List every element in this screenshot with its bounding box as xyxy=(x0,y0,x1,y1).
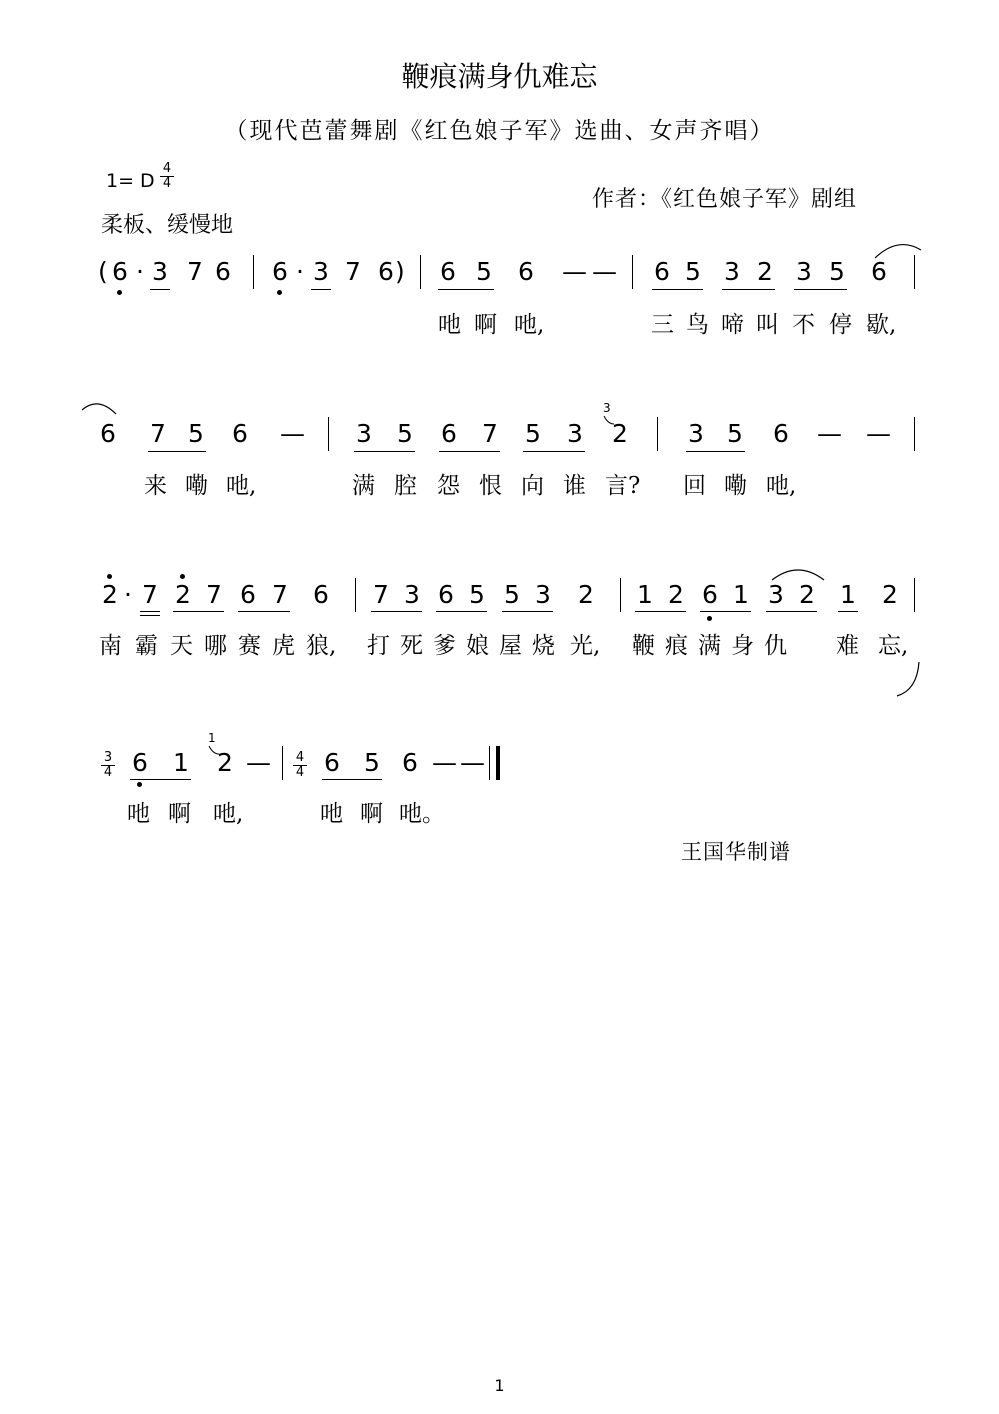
paren-open: ( xyxy=(98,257,108,286)
lyric: 嘞 xyxy=(185,473,208,499)
final-barline xyxy=(496,746,500,780)
note: 2 xyxy=(882,580,898,609)
dash: — xyxy=(866,419,891,448)
lyric: 吔, xyxy=(514,312,545,338)
lyric: 死 xyxy=(400,633,423,659)
lyric: 谁 xyxy=(563,473,586,499)
lyric: 来 xyxy=(144,473,167,499)
underline xyxy=(652,289,703,290)
underline xyxy=(311,289,331,290)
underline xyxy=(523,451,585,452)
note: 1 xyxy=(733,580,749,609)
transcriber-credit: 王国华制谱 xyxy=(681,840,791,864)
note: 6 xyxy=(438,580,454,609)
high-octave-dot xyxy=(107,574,112,579)
note: 2 xyxy=(668,580,684,609)
barline xyxy=(620,578,621,612)
lyric: 仇 xyxy=(764,633,787,659)
lyric: 吔 xyxy=(438,312,461,338)
underline xyxy=(238,611,290,612)
note: 2 xyxy=(799,580,815,609)
lyric: 身 xyxy=(731,633,754,659)
note: 3 xyxy=(313,257,329,286)
underline xyxy=(130,779,191,780)
note: 1 xyxy=(840,580,856,609)
tie-arc xyxy=(80,400,120,418)
time-sig-bottom: 4 xyxy=(295,765,305,780)
note: 7 xyxy=(272,580,288,609)
note: 6 xyxy=(240,580,256,609)
note: 7 xyxy=(150,419,166,448)
underline xyxy=(502,611,553,612)
underline xyxy=(436,611,487,612)
note: 3 xyxy=(567,419,583,448)
dash: — xyxy=(460,748,485,777)
lyric: 啊 xyxy=(360,801,383,827)
lyric: 狼, xyxy=(306,633,337,659)
lyric: 吔, xyxy=(213,801,244,827)
lyric: 三 xyxy=(651,312,674,338)
note: 3 xyxy=(768,580,784,609)
underline xyxy=(794,289,847,290)
lyric: 南 xyxy=(99,633,122,659)
barline xyxy=(420,255,421,289)
high-octave-dot xyxy=(180,574,185,579)
note: 3 xyxy=(152,257,168,286)
lyric: 停 xyxy=(829,312,852,338)
underline-2 xyxy=(140,615,160,616)
barline xyxy=(914,578,915,612)
lyric: 吔 xyxy=(127,801,150,827)
note: 3 xyxy=(404,580,420,609)
underline xyxy=(838,611,858,612)
dash: — xyxy=(592,257,617,286)
lyric: 打 xyxy=(367,633,390,659)
note: 7 xyxy=(345,257,361,286)
lyric: 叫 xyxy=(756,312,779,338)
lyric: 吔, xyxy=(766,473,797,499)
low-octave-dot xyxy=(277,290,282,295)
barline xyxy=(632,255,633,289)
lyric: 不 xyxy=(792,312,815,338)
note: 1 xyxy=(637,580,653,609)
note: 6 xyxy=(313,580,329,609)
augmentation-dot: · xyxy=(124,580,132,609)
time-sig-top: 4 xyxy=(162,161,172,176)
underline xyxy=(722,289,775,290)
author: 作者：《红色娘子军》剧组 xyxy=(592,187,858,212)
time-sig-bottom: 4 xyxy=(162,176,172,191)
lyric: 啊 xyxy=(474,312,497,338)
note: 7 xyxy=(373,580,389,609)
note: 6 xyxy=(871,257,887,286)
note: 6 xyxy=(132,748,148,777)
barline xyxy=(657,417,658,451)
lyric: 赛 xyxy=(238,633,261,659)
note: 6 xyxy=(773,419,789,448)
note: 6 xyxy=(215,257,231,286)
page-title: 鞭痕满身仇难忘 xyxy=(401,60,598,93)
note: 2 xyxy=(217,748,233,777)
underline xyxy=(173,611,224,612)
tie-arc xyxy=(873,240,923,260)
underline xyxy=(439,451,500,452)
note: 2 xyxy=(175,580,191,609)
underline xyxy=(635,611,686,612)
note: 2 xyxy=(102,580,118,609)
key-signature: 1= D xyxy=(106,170,155,192)
lyric: 言? xyxy=(605,473,641,499)
note: 3 xyxy=(724,257,740,286)
note: 5 xyxy=(397,419,413,448)
underline xyxy=(686,451,745,452)
barline xyxy=(914,255,915,289)
subtitle: （现代芭蕾舞剧《红色娘子军》选曲、女声齐唱） xyxy=(224,118,775,144)
note: 5 xyxy=(504,580,520,609)
lyric: 歇, xyxy=(866,312,897,338)
underline xyxy=(371,611,422,612)
low-octave-dot xyxy=(117,290,122,295)
augmentation-dot: · xyxy=(136,257,144,286)
lyric: 烧 xyxy=(532,633,555,659)
lyric: 痕 xyxy=(665,633,688,659)
time-signature-change xyxy=(101,752,115,779)
lyric: 向 xyxy=(521,473,544,499)
note: 5 xyxy=(364,748,380,777)
time-sig-top: 3 xyxy=(103,750,113,765)
lyric: 光, xyxy=(570,633,601,659)
note: 6 xyxy=(402,748,418,777)
note: 6 xyxy=(440,257,456,286)
note: 6 xyxy=(112,257,128,286)
underline xyxy=(140,611,160,612)
note: 5 xyxy=(525,419,541,448)
barline xyxy=(355,578,356,612)
dash: — xyxy=(817,419,842,448)
lyric: 回 xyxy=(683,473,706,499)
note: 5 xyxy=(469,580,485,609)
note: 3 xyxy=(356,419,372,448)
underline xyxy=(148,451,206,452)
lyric: 啼 xyxy=(721,312,744,338)
barline xyxy=(282,746,283,780)
low-octave-dot xyxy=(707,616,712,621)
time-signature-change xyxy=(293,752,307,779)
note: 7 xyxy=(142,580,158,609)
note: 6 xyxy=(324,748,340,777)
note: 6 xyxy=(100,419,116,448)
lyric: 娘 xyxy=(466,633,489,659)
note: 2 xyxy=(612,419,628,448)
lyric: 忘, xyxy=(878,633,909,659)
lyric: 恨 xyxy=(479,473,502,499)
lyric: 霸 xyxy=(135,633,158,659)
dash: — xyxy=(280,419,305,448)
lyric: 吔, xyxy=(226,473,257,499)
note: 6 xyxy=(232,419,248,448)
lyric: 满 xyxy=(352,473,375,499)
note: 6 xyxy=(518,257,534,286)
tempo-marking: 柔板、缓慢地 xyxy=(101,213,234,238)
barline xyxy=(328,417,329,451)
lyric: 虎 xyxy=(272,633,295,659)
note: 2 xyxy=(757,257,773,286)
lyric: 哪 xyxy=(204,633,227,659)
lyric: 啊 xyxy=(168,801,191,827)
augmentation-dot: · xyxy=(296,257,304,286)
lyric: 吔。 xyxy=(399,801,445,827)
note: 6 xyxy=(441,419,457,448)
barline xyxy=(914,417,915,451)
lyric: 吔 xyxy=(320,801,343,827)
page-number: 1 xyxy=(494,1376,505,1395)
time-sig-bottom: 4 xyxy=(103,765,113,780)
note: 2 xyxy=(578,580,594,609)
paren-close: ) xyxy=(395,257,405,286)
lyric: 嘞 xyxy=(724,473,747,499)
tie-arc xyxy=(893,660,923,700)
time-signature xyxy=(160,163,174,190)
note: 6 xyxy=(272,257,288,286)
note: 5 xyxy=(829,257,845,286)
lyric: 屋 xyxy=(499,633,522,659)
barline xyxy=(489,746,490,780)
lyric: 腔 xyxy=(394,473,417,499)
dash: — xyxy=(246,748,271,777)
note: 6 xyxy=(378,257,394,286)
dash: — xyxy=(562,257,587,286)
lyric: 鸟 xyxy=(686,312,709,338)
note: 6 xyxy=(702,580,718,609)
note: 6 xyxy=(654,257,670,286)
lyric: 满 xyxy=(698,633,721,659)
note: 5 xyxy=(727,419,743,448)
underline xyxy=(354,451,415,452)
note: 3 xyxy=(688,419,704,448)
lyric: 爹 xyxy=(433,633,456,659)
note: 5 xyxy=(476,257,492,286)
lyric: 难 xyxy=(836,633,859,659)
underline xyxy=(322,779,382,780)
grace-note: 1 xyxy=(208,731,216,745)
note: 7 xyxy=(482,419,498,448)
underline xyxy=(766,611,817,612)
note: 5 xyxy=(188,419,204,448)
underline xyxy=(150,289,170,290)
time-sig-top: 4 xyxy=(295,750,305,765)
lyric: 鞭 xyxy=(632,633,655,659)
underline xyxy=(700,611,751,612)
barline xyxy=(253,255,254,289)
note: 7 xyxy=(206,580,222,609)
lyric: 怨 xyxy=(437,473,460,499)
note: 1 xyxy=(173,748,189,777)
underline xyxy=(438,289,494,290)
note: 7 xyxy=(187,257,203,286)
grace-note: 3 xyxy=(603,401,611,415)
dash: — xyxy=(432,748,457,777)
note: 3 xyxy=(535,580,551,609)
note: 5 xyxy=(685,257,701,286)
lyric: 天 xyxy=(170,633,193,659)
low-octave-dot xyxy=(137,782,142,787)
note: 3 xyxy=(796,257,812,286)
